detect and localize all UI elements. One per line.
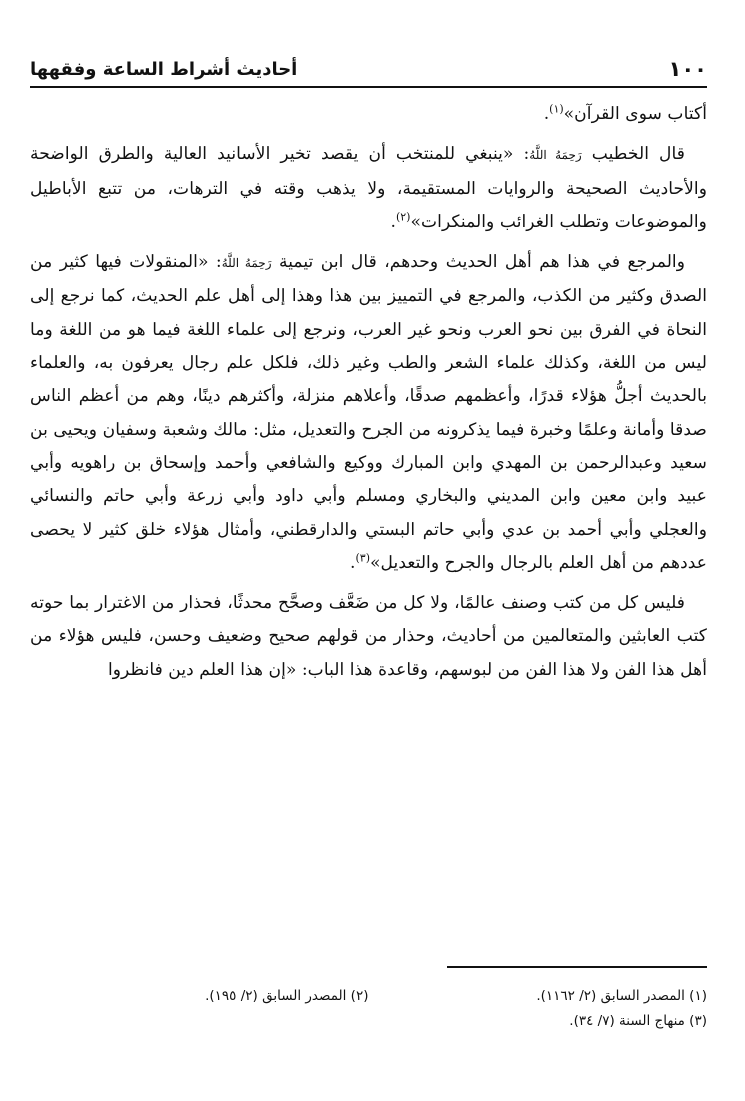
footnote-2: (٢) المصدر السابق (٢/ ١٩٥). <box>205 988 369 1004</box>
footnote-3: (٣) منهاج السنة (٧/ ٣٤). <box>569 1013 707 1029</box>
footnote-divider <box>447 966 707 968</box>
footnote-ref-3: (٣) <box>355 551 370 565</box>
main-text <box>30 98 707 687</box>
footnotes <box>30 984 707 1034</box>
paragraph-2 <box>30 138 707 239</box>
paragraph-3-end: . <box>350 552 356 573</box>
paragraph-1-end: . <box>543 104 550 124</box>
footnote-1: (١) المصدر السابق (٢/ ١١٦٢). <box>536 988 707 1004</box>
footnote-ref-1: (١) <box>549 102 564 116</box>
paragraph-3 <box>30 246 707 580</box>
page-header <box>30 52 707 88</box>
paragraph-1-text: أكتاب سوى القرآن» <box>563 104 707 124</box>
paragraph-4-text: فليس كل من كتب وصنف عالمًا، ولا كل من ضَعَّف وصحَّح محدثًا، فحذار من الاغترار بما حوته كتب العابثين والمتعالمين من أحاديث، وحذار من قولهم صحيح وضعيف وحسن، فليس هؤلاء من أهل هذا الفن ولا هذا الفن من لبوسهم، وقاعدة هذا الباب: «إن هذا العلم دين فانظروا <box>30 593 707 680</box>
honorific-glyph: رَحِمَهُ اللَّهُ <box>221 256 272 271</box>
paragraph-4 <box>30 587 707 687</box>
footnote-row <box>30 1009 707 1034</box>
paragraph-2-text: : «ينبغي للمنتخب أن يقصد تخير الأسانيد العالية والطرق الواضحة والأحاديث الصحيحة والروايات المستقيمة، ولا يذهب وقته في الترهات، من تتبع الأباطيل والموضوعات وتطلب الغرائب والمنكرات» <box>30 144 707 232</box>
footnote-row <box>30 984 707 1009</box>
paragraph-3-text: : «المنقولات فيها كثير من الصدق وكثير من الكذب، والمرجع في التمييز بين هذا وهذا إلى أهل علم الحديث، كما نرجع إلى النحاة في الفرق بين نحو العرب ونحو غير العرب، ونرجع إلى علماء اللغة فيما هو من اللغة وما ليس من اللغة، وكذلك علماء الشعر والطب وغير ذلك، فلكل علم رجال يعرفون به، والعلماء بالحديث أجلُّ هؤلاء قدرًا، وأعظمهم صدقًا، وأعلاهم منزلة، وأكثرهم دينًا، وهم من أعظم الناس صدقا وأمانة وعلمًا وخبرة فيما يذكرونه من الجرح والتعديل، مثل: مالك وشعبة وسفيان ويحيى بن سعيد وعبدالرحمن بن المهدي وابن المبارك ووكيع والشافعي وأحمد وإسحاق بن راهويه وأبي عبيد وابن معين وابن المديني والبخاري ومسلم وأبي داود وأبي زرعة وأبي حاتم والنسائي والعجلي وأبي أحمد بن عدي وأبي حاتم البستي والدارقطني، وأمثال هؤلاء خلق كثير لا يحصى عددهم من أهل العلم بالرجال والجرح والتعديل» <box>30 252 707 573</box>
paragraph-3-intro: والمرجع في هذا هم أهل الحديث وحدهم، قال ابن تيمية <box>278 252 686 273</box>
paragraph-1 <box>30 98 707 131</box>
paragraph-2-intro: قال الخطيب <box>591 144 685 165</box>
honorific-glyph: رَحِمَهُ اللَّهُ <box>529 148 582 163</box>
page-number: ١٠٠ <box>668 57 707 81</box>
paragraph-2-end: . <box>390 211 396 232</box>
running-title: أحاديث أشراط الساعة وفقهها <box>30 58 298 80</box>
footnote-ref-2: (٢) <box>395 210 411 224</box>
